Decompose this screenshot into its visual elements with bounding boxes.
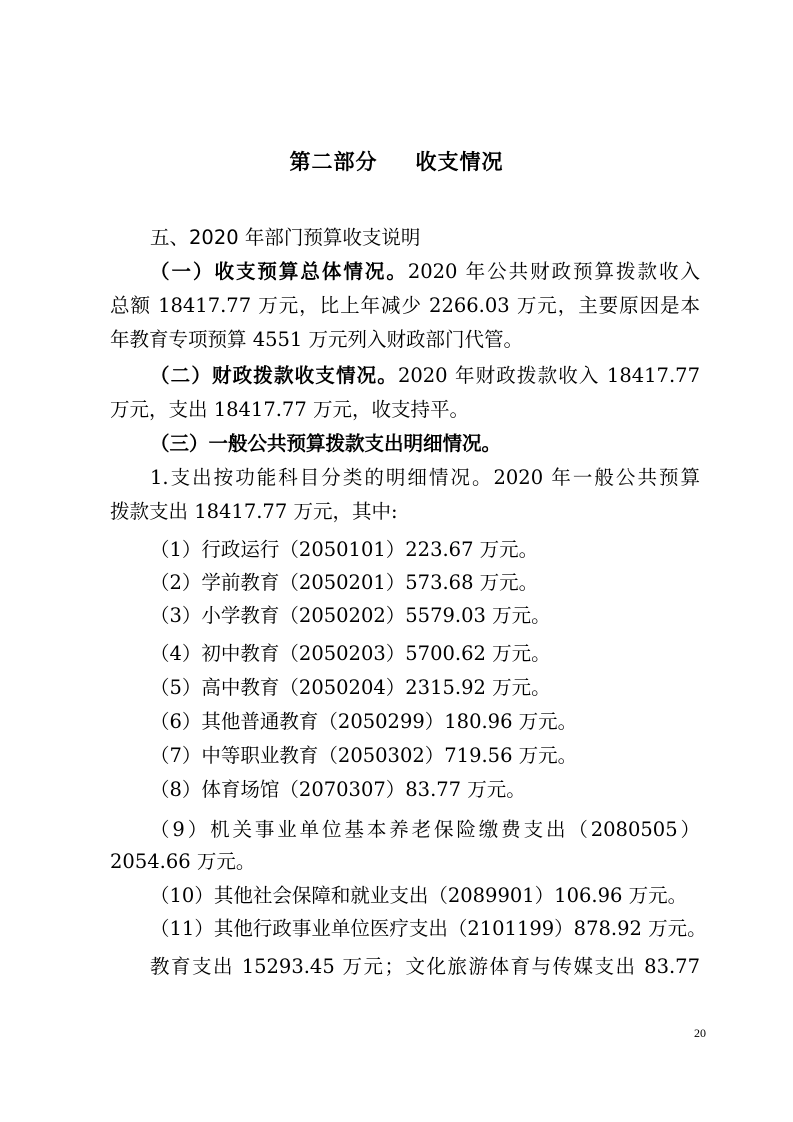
paragraph-1-heading: （一）收支预算总体情况。 bbox=[150, 260, 408, 283]
section-heading: 五、2020 年部门预算收支说明 bbox=[150, 226, 421, 249]
list-item-6: （6）其他普通教育（2050299）180.96 万元。 bbox=[150, 710, 578, 733]
paragraph-1-text: 2020 年公共财政预算拨款收入 bbox=[407, 260, 700, 283]
list-item-4: （4）初中教育（2050203）5700.62 万元。 bbox=[150, 642, 551, 665]
paragraph-2-line-2: 万元，支出 18417.77 万元，收支持平。 bbox=[110, 398, 469, 421]
paragraph-1-line-1 bbox=[150, 255, 700, 289]
paragraph-1-line-3: 年教育专项预算 4551 万元列入财政部门代管。 bbox=[110, 328, 524, 351]
list-item-11: （11）其他行政事业单位医疗支出（2101199）878.92 万元。 bbox=[150, 917, 707, 940]
list-item-8: （8）体育场馆（2070307）83.77 万元。 bbox=[150, 778, 526, 801]
paragraph-2-line-1 bbox=[150, 359, 700, 393]
page-title bbox=[0, 146, 793, 176]
paragraph-3-heading: （三）一般公共预算拨款支出明细情况。 bbox=[150, 432, 502, 455]
list-item-7: （7）中等职业教育（2050302）719.56 万元。 bbox=[150, 744, 578, 767]
list-item-9-continued: 2054.66 万元。 bbox=[110, 850, 256, 873]
list-item-1: （1）行政运行（2050101）223.67 万元。 bbox=[150, 538, 539, 561]
paragraph-1-line-2: 总额 18417.77 万元，比上年减少 2266.03 万元，主要原因是本 bbox=[110, 294, 700, 317]
paragraph-4-line-1: 1.支出按功能科目分类的明细情况。2020 年一般公共预算 bbox=[150, 466, 700, 489]
list-item-5: （5）高中教育（2050204）2315.92 万元。 bbox=[150, 676, 551, 699]
list-item-2: （2）学前教育（2050201）573.68 万元。 bbox=[150, 571, 539, 594]
paragraph-2-text: 2020 年财政拨款收入 18417.77 bbox=[397, 364, 700, 387]
paragraph-2-heading: （二）财政拨款收支情况。 bbox=[150, 364, 398, 387]
list-item-9: （9）机关事业单位基本养老保险缴费支出（2080505） bbox=[150, 818, 700, 841]
list-item-10: （10）其他社会保障和就业支出（2089901）106.96 万元。 bbox=[150, 884, 688, 907]
title-name: 收支情况 bbox=[415, 150, 504, 174]
title-part: 第二部分 bbox=[289, 150, 378, 174]
paragraph-4-line-2: 拨款支出 18417.77 万元，其中: bbox=[110, 500, 398, 523]
summary-line: 教育支出 15293.45 万元；文化旅游体育与传媒支出 83.77 bbox=[150, 955, 700, 978]
page-number: 20 bbox=[694, 1026, 706, 1040]
list-item-3: （3）小学教育（2050202）5579.03 万元。 bbox=[150, 604, 551, 627]
